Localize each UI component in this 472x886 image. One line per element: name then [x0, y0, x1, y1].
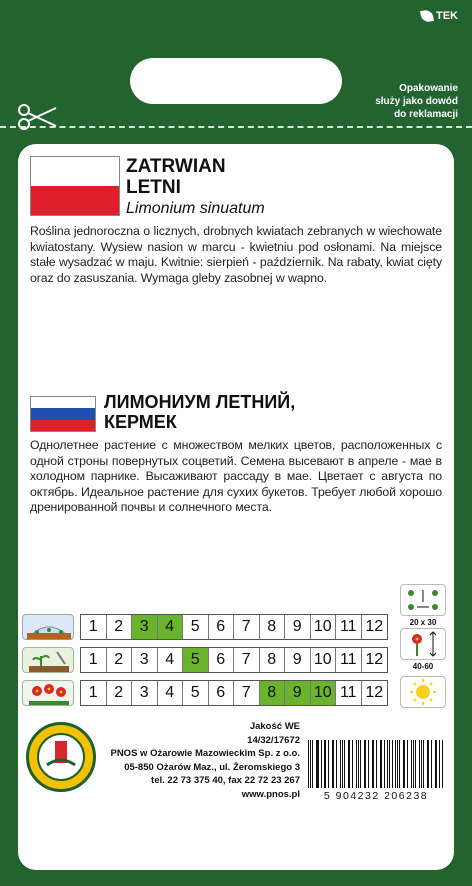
flowers-icon	[22, 680, 74, 706]
month-cell: 2	[107, 615, 133, 639]
calendar-row-flowering	[22, 680, 388, 706]
month-cell: 12	[365, 618, 384, 635]
month-cell: 4	[158, 681, 184, 705]
greenhouse-icon	[22, 614, 74, 640]
month-cell: 9	[285, 681, 311, 705]
russian-flag-icon	[30, 396, 96, 432]
month-cell: 10	[311, 648, 337, 672]
leaf-icon	[420, 9, 434, 23]
month-cell: 2	[107, 681, 133, 705]
barcode	[308, 740, 444, 802]
month-cell: 7	[234, 648, 260, 672]
month-grid	[80, 614, 388, 640]
month-cell: 8	[260, 681, 286, 705]
month-grid	[80, 647, 388, 673]
month-cell: 4	[158, 615, 184, 639]
month-cell: 6	[209, 648, 235, 672]
month-cell: 1	[81, 681, 107, 705]
month-cell: 5	[183, 648, 209, 672]
tek-brand	[421, 10, 458, 22]
full-sun-icon	[400, 676, 446, 708]
cut-line	[0, 126, 472, 128]
month-cell: 12	[365, 684, 384, 701]
month-cell: 9	[285, 615, 311, 639]
month-cell: 3	[132, 615, 158, 639]
month-cell: 10	[311, 681, 337, 705]
polish-flag-icon	[30, 156, 120, 216]
month-cell: 7	[234, 681, 260, 705]
seedling-trowel-icon	[22, 647, 74, 673]
russian-description: Однолетнее растение с множеством мелких цветов, расположенных с одной строны повернутых соцветий. Семена высевают в апреле - мае в холодном парнике. Высаживают рассаду в мае. Цветает с августа по октябрь. Идеальное растение для сухих букетов. Требует любой хорошо дренированной почвы и солнечного места.	[30, 438, 442, 514]
barcode-number: 5 904232 206238	[323, 790, 429, 802]
tek-label: TEK	[436, 10, 458, 22]
plant-height-label: 40-60	[412, 662, 434, 671]
month-cell: 1	[81, 615, 107, 639]
month-cell: 2	[107, 648, 133, 672]
polish-title: ZATRWIAN LETNI	[126, 156, 226, 198]
month-cell: 11	[336, 681, 362, 705]
month-cell: 6	[209, 615, 235, 639]
month-cell: 12	[365, 651, 384, 668]
month-cell: 8	[260, 615, 286, 639]
russian-title: ЛИМОНИУМ ЛЕТНИЙ, КЕРМЕК	[104, 392, 296, 432]
receipt-note: Opakowanie służy jako dowód do reklamacji	[375, 83, 458, 120]
month-grid	[80, 680, 388, 706]
polish-description: Roślina jednoroczna o licznych, drobnych kwiatach zebranych w wiechowate kwiatostany. Wysiew nasion w marcu - kwietniu pod osłonami. Na miejsce stałe wysadzać w maju. Kwitnie: sierpień - październik. Na rabaty, kwiat cięty oraz do zasuszania. Wymaga gleby zasobnej w wapno.	[30, 224, 442, 285]
month-cell: 7	[234, 615, 260, 639]
month-cell: 5	[183, 615, 209, 639]
month-cell: 1	[81, 648, 107, 672]
spacing-label: 20 x 30	[409, 618, 437, 627]
month-cell: 10	[311, 615, 337, 639]
month-cell: 8	[260, 648, 286, 672]
hang-hole	[130, 58, 342, 104]
month-cell: 3	[132, 648, 158, 672]
pnos-logo	[26, 722, 96, 792]
spacing-icon	[400, 584, 446, 616]
info-card	[18, 144, 454, 870]
month-cell: 3	[132, 681, 158, 705]
calendar-row-planting	[22, 647, 388, 673]
barcode-bars	[308, 740, 444, 788]
month-cell: 9	[285, 648, 311, 672]
month-cell: 11	[336, 615, 362, 639]
company-info: Jakość WE 14/32/17672 PNOS w Ożarowie Mazowieckim Sp. z o.o. 05-850 Ożarów Maz., ul. Żeromskiego 3 tel. 22 73 375 40, fax 22 72 23 267 www.pnos.pl	[110, 721, 300, 800]
latin-name: Limonium sinuatum	[126, 200, 265, 217]
month-cell: 11	[336, 648, 362, 672]
plant-height-icon	[400, 628, 446, 660]
calendar-row-sowing	[22, 614, 388, 640]
month-cell: 4	[158, 648, 184, 672]
month-cell: 5	[183, 681, 209, 705]
month-cell: 6	[209, 681, 235, 705]
